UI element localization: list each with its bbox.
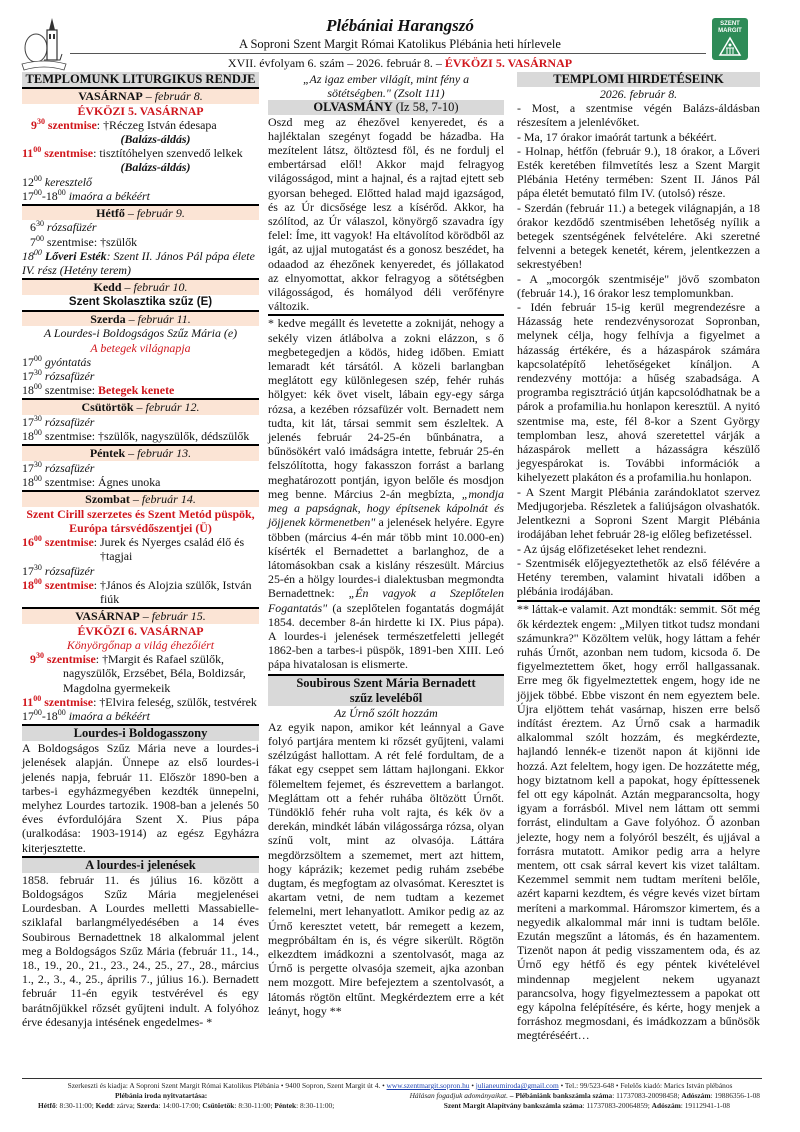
- announcement-item: - Ma, 17 órakor imaórát tartunk a békéért.: [517, 129, 717, 144]
- office-hours-title: Plébánia iroda nyitvatartása:: [115, 1091, 208, 1100]
- mass-entry: $11^{00}$ szentmise: †Elvira feleség, szülők, testvérek: [22, 693, 257, 709]
- mass-entry: $16^{00}$ szentmise: Jurek és Nyerges család élő és †tagjai: [22, 534, 245, 564]
- footer-divider: [22, 1078, 762, 1079]
- event-entry: $6^{30}$ rózsafüzér: [30, 219, 97, 235]
- header-divider: [70, 53, 706, 54]
- reading-text: Oszd meg az éhezővel kenyeredet, és a hajléktalan szegényt fogadd be házadba. Ha mezítelent látsz, öltöztesd föl, és ne fordulj el embertársad elől! Akkor majd felragyog világosságod, mint a hajnal, és a rajtad ejtett seb gyorsan beheged. Előtted halad majd igazságod, és az Úr dicsősége lesz a kísérőd. Akkor, ha szólítod, az Úr válaszol, könyörgő szavadra így felel: Íme, itt vagyok! Ha eltávolítod körödből az igát, az ujjal mutogatást és a gonosz beszédet, ha odaadod az éhezőnek kenyeredet, és jóllakatod az elnyomottat, akkor felragyog a sötétségben világosságod, és homályod déli verőfényre változik.: [268, 114, 504, 314]
- event-entry: $7^{00}$ szentmise: †szülők: [30, 233, 138, 249]
- event-entry: $17^{30}$ rózsafüzér: [22, 459, 95, 475]
- feast-title: A Lourdes-i Boldogságos Szűz Mária (e): [43, 326, 238, 341]
- motto-quote: „Az igaz ember világít, mint fény a sötétségben." (Zsolt 111): [302, 72, 470, 101]
- reading-column: [268, 72, 504, 1018]
- day-header-monday: Hétfő – február 9.: [22, 206, 259, 221]
- day-header-tuesday: Kedd – február 10.: [22, 280, 259, 295]
- letter-text: Az egyik napon, amikor két leánnyal a Gave folyó partjára mentem ki rőzsét gyűjteni, valami szélzúgást hallottam. A rét felé fordultam, de a fákat egy cseppet sem láttam hajlongani. Ekkor fölemeltem fejemet, és észrevettem a barlangot. Megláttam ott a fehér ruhába öltözött Úrnőt. Tündöklő fehér ruha volt rajta, és kék öv a derekán, mindkét lábán világossárga rózsa, olyan színű volt, mint az olvasója. Láttára megdörzsöltem a szememet, mert azt hittem, hogy káprázik; kezemet pedig ruhám zsebébe dugtam, és megfogtam az olvasómat. Keresztet is akartam vetni, de nem tudtam a kezemet felemelni, mert lehanyatlott. Amikor pedig az az Úrnő keresztet vetett, bár remegett a kezem, megpróbáltam én is, és végre sikerült. Rögtön elkezdtem imádkozni a szentolvasót, maga az Úrnő is pergette olvasója szemeit, ajka azonban nem mozgott. Mire befejeztem a szentolvasót, a látomás rögtön eltűnt. Megkérdeztem erre a két leányt, hogy **: [268, 719, 504, 1018]
- liturgy-column: [22, 72, 259, 1029]
- event-entry: $18^{00}$ Lőveri Esték: Szent II. János Pál pápa élete IV. rész (Hetény terem): [22, 247, 255, 278]
- event-entry: $17^{00}-18^{00}$ imaóra a békéért: [22, 187, 150, 203]
- office-hours: Hétfő: 8:30-11:00; Kedd: zárva; Szerda: 14:00-17:00; Csütörtök: 8:30-11:00; Péntek: 8:30-11:00;: [38, 1101, 335, 1110]
- day-header-wednesday: Szerda – február 11.: [22, 312, 259, 327]
- mass-note: (Balázs-áldás): [120, 131, 191, 146]
- event-entry: $17^{00}-18^{00}$ imaóra a békéért: [22, 707, 150, 723]
- footer-row-3: [0, 1101, 800, 1111]
- mass-entry: $18^{00}$ szentmise: †János és Alojzia szülők, István fiúk: [22, 576, 252, 606]
- letter-subtitle: Az Úrnő szólt hozzám: [334, 705, 438, 720]
- footer-publisher-line: Szerkeszti és kiadja: A Soproni Szent Margit Római Katolikus Plébánia • 9400 Sopron, Szent Margit út 4. • www.szentmargit.sopron.hu • julianeumiroda@gmail.com • Tel.: 99/523-648 • Felelős kiadó: Marics István plébános: [67, 1081, 733, 1090]
- reading-title: OLVASMÁNY (Iz 58, 7-10): [268, 100, 504, 114]
- announcements-column: [517, 72, 760, 1043]
- day-header-sunday: VASÁRNAP – február 8.: [22, 89, 259, 104]
- mass-entry: $11^{00}$ szentmise: tisztítóhelyen szenvedő lelkek: [22, 145, 243, 161]
- feast-title: ÉVKÖZI 5. VASÁRNAP: [77, 103, 204, 118]
- event-entry: $17^{30}$ rózsafüzér: [22, 368, 95, 384]
- newsletter-header: [0, 0, 800, 72]
- feast-title: Szent Skolasztika szűz (E): [68, 295, 213, 308]
- footer-row-2: [0, 1091, 800, 1101]
- letter-continued: ** láttak-e valamit. Azt mondták: semmit. Sőt még ők kérdeztek engem: „Milyen titkot tudsz mondani számunkra?" Közöltem velük, hogy láttam a fehér ruhás Úrnőt, azonban nem tudom, kicsoda ő. De figyelmeztettem őket, hogy erről hallgassanak. Erre meg ők figyelmeztettek engem, hogy ide ne jöjjek többé. Ebbe viszont én nem egyeztem bele. Újra eljöttem tehát vasárnap, hiszen erre belső indítást éreztem. Az Úrnő csak a harmadik alkalommal szólt hozzám, és megkérdezte, hajlandó lennék-e tizenöt napon át kijönni ide hozzá. Azt feleltem, hogy igen. De hozzátette még, hogy biztatnom kell a papokat, hogy építtessenek fel ott egy kápolnát. Aztán megparancsolta, hogy igyam a forrásból. Mivel nem láttam ott semmi forrást, elindultam a Gave folyóhoz. Ő azonban jelezte, hogy nem a folyóról beszélt, és ujjával a forrásra mutatott. Amikor pedig arra a helyre mentem, ott csak sárral kevert kis vizet találtam. Kezemmel semmit nem tudtam meríteni belőle, azért kaparni kezdtem, és végre kevés vizet bírtam meríteni a markommal. Háromszor kimertem, és a negyedik alkalommal már inni is tudtam belőle. Ezután megszűnt a látomás, és én hazamentem. Tizenöt napon át pedig visszamentem oda, és az Úrnő egy hétfő és egy péntek kivételével mindennap megjelent nekem ugyanazt parancsolva, hogy figyelmeztessem a papokat ott egy kápolna felépítésére, és kérte, hogy menjek a forráshoz megmosdani, és imádkozzam a bűnösök megtéréséért…: [517, 602, 760, 1043]
- email-link[interactable]: julianeumiroda@gmail.com: [475, 1081, 559, 1090]
- apparitions-text: 1858. február 11. és július 16. között a Boldogságos Szűz Mária megjelenései Lourdesban. A Lourdes melletti Massabielle-sziklafal barlangmélyedésében a 14 éves Soubirous Bernadettnek 18 alkalommal jelent meg a Boldogságos Szűz Mária (február 11., 14., 18., 19., 20., 21., 23., 24., 25., 27., 28., március 1., 2., 3., 4., 25., április 7., július 16.). Bernadett február 11-én egyik testvérével és egy barátnőjükkel rőzsét gyűjteni indult. A folyóhoz érve édesanyja intésének engedelmes- *: [22, 872, 259, 1029]
- event-entry: $17^{30}$ rózsafüzér: [22, 413, 95, 429]
- event-entry: $12^{00}$ keresztelő: [22, 173, 92, 189]
- foundation-bank-line: Szent Margit Alapítvány bankszámla száma: 11737083-20064859; Adószám: 19112941-1-08: [443, 1101, 730, 1110]
- day-header-friday: Péntek – február 13.: [22, 446, 259, 461]
- letter-title: Soubirous Szent Mária Bernadett szűz leveléből: [268, 674, 504, 706]
- lourdes-feast-title: Lourdes-i Boldogasszony: [22, 724, 259, 741]
- mass-note: (Balázs-áldás): [120, 160, 191, 175]
- church-arch-icon: [718, 36, 742, 56]
- issue-feast: ÉVKÖZI 5. VASÁRNAP: [444, 56, 573, 70]
- event-entry: $18^{00}$ szentmise: Ágnes unoka: [22, 474, 161, 490]
- event-entry: $17^{00}$ gyóntatás: [22, 353, 92, 369]
- day-header-next-sunday: VASÁRNAP – február 15.: [22, 609, 259, 624]
- announcement-item: - Az újság előfizetéseket lehet rendezni.: [517, 541, 707, 556]
- liturgy-section-title: TEMPLOMUNK LITURGIKUS RENDJE: [22, 72, 259, 89]
- newsletter-title: Plébániai Harangszó: [326, 16, 474, 35]
- announcement-item: - Holnap, hétfőn (február 9.), 18 órakor, a Lőveri Esték keretében filmvetítés lesz a Szent Margit Plébánia Hetény termében: Szent II. János Pál pápa életét bemutató film IV. (utolsó) része.: [517, 143, 760, 201]
- lourdes-feast-text: A Boldogságos Szűz Mária neve a lourdes-i jelenések alapján. Ünnepe az első lourdes-i jelenés napja, február 11. Először 1890-ben a tarbes-i egyházmegyében kezdték ünnepelni, melyhez Lourdes tartozik. 1908-ban a jelenés 50 éves évfordulójára Szent X. Pius pápa (uralkodása: 1903-1914) az egész Egyházra kiterjesztette.: [22, 741, 259, 855]
- apparitions-continued: * kedve megállt és levetette a zokniját, nehogy a sekély vizen átlábolva a zokni elázzon, s ő megbetegedjen a ködös, hideg időben. Emiatt lemaradt két társától. A közeli barlangban meglátott egy különlegesen szép, fehér ruhás hölgyet: kék övet viselt, lábain egy-egy sárga rózsa, a kezében rózsafüzér volt. Bernadett nem tudta, kit lát, társai semmit sem észleltek. A jelenés február 24-25-én bűnbánatra, a bűnösökért való imádságra intette, február 25-én felszólította, hogy fakasszon forrást a barlang meghatározott pontján, igyon belőle és mosdjon meg benne. Március 2-án megbízta, „mondja meg a papságnak, hogy építsenek kápolnát és jöjjenek körmenetben" a jelenések helyére. Egyre többen (március 4-én már több mint 10.000-en) kísérték el Bernadettet a barlanghoz, de a látomásokban csak a kislány részesült. Március 25-én a hölgy lourdes-i dialektusban megmondta Bernadettnek: „Én vagyok a Szeplőtelen Fogantatás" (a szeplőtelen fogantatás dogmáját 1854. december 8-án hirdette ki IX. Pius pápa). A lourdes-i jelenések természetfeletti jellegét 1862-ben a tarbes-i püspök, 1891-ben XIII. Leó pápa hivatalosan is elismerte.: [268, 316, 504, 672]
- feast-title: Szent Cirill szerzetes és Szent Metód püspök, Európa társvédőszentjei (Ü): [26, 506, 255, 535]
- announcement-item: - Idén február 15-ig kerül megrendezésre a Házasság hete rendezvénysorozat Sopronban, melynek célja, hogy felhívja a figyelmet a házasság értékére, és a házaspárok számára kapcsolatépítő lehetőségeket kínáljon. A rendezvény mottója: a hűség szabadsága. A programba regisztráció útján kapcsolódhatnak be a párok a profamilia.hu honlapon keresztül. A nyitó szentmise ma, este, fél 8-kor a Szent György templomban lesz, ahová szeretettel várják a házaspárok mellett a házasságra készülő jegyespárokat is. További információk a kihelyezett plakáton és a profamilia.hu honlapon.: [517, 300, 760, 485]
- announcement-item: - A Szent Margit Plébánia zarándoklatot szervez Medjugorjeba. Részletek a faliújságon olvashatók. Jelentkezni a Soproni Szent Margit Plébánia irodájában lehet február 28-ig előleg befizetéssel.: [517, 484, 760, 542]
- feast-title: ÉVKÖZI 6. VASÁRNAP: [77, 623, 204, 638]
- announcements-title: TEMPLOMI HIRDETÉSEINK: [517, 72, 760, 87]
- feast-note: A betegek világnapja: [90, 340, 191, 355]
- szent-margit-logo-icon: [712, 18, 748, 60]
- announcement-item: - Szerdán (február 11.) a betegek világnapján, a 18 órakor kezdődő szentmisében lehetőség nyílik a betegek szentségének felvételére. Aki szeretné felvenni a betegek kenetét, kérem, jelentkezzen a sekrestyében!: [517, 200, 760, 272]
- footer: [0, 1081, 800, 1111]
- newsletter-subtitle: A Soproni Szent Margit Római Katolikus Plébánia heti hírlevele: [239, 37, 561, 51]
- day-header-thursday: Csütörtök – február 12.: [22, 400, 259, 415]
- issue-line: [0, 56, 800, 71]
- mass-entry: $9^{30}$ szentmise: †Margit és Rafael szülők, nagyszülők, Erzsébet, Béla, Boldizsár, Magdolna gyermekeik: [30, 651, 246, 695]
- apparitions-title: A lourdes-i jelenések: [22, 856, 259, 873]
- website-link[interactable]: www.szentmargit.sopron.hu: [386, 1081, 470, 1090]
- day-header-saturday: Szombat – február 14.: [22, 492, 259, 507]
- mass-entry: $9^{30}$ szentmise: †Réczeg István édesapa: [31, 116, 217, 132]
- event-entry: $17^{30}$ rózsafüzér: [22, 562, 95, 578]
- footer-bank-line: Hálásan fogadjuk adományaikat. – Plébániánk bankszámla száma: 11737083-20098458; Adószám: 19886356-1-08: [409, 1091, 760, 1100]
- issue-info: XVII. évfolyam 6. szám – 2026. február 8. –: [227, 56, 445, 70]
- logo-text: SZENT MARGIT: [718, 21, 742, 34]
- announcement-item: - A „mocorgók szentmiséje" jövő szombaton (február 14.), 16 órakor lesz templomunkban.: [517, 271, 760, 300]
- announcement-item: - Szentmisék előjegyeztethetők az első félévére a Hetény teremben, valamint hivatali időben a plébánia irodájában.: [517, 555, 760, 599]
- announcements-date: 2026. február 8.: [599, 87, 678, 101]
- feast-note: Könyörgőnap a világ éhezőiért: [66, 637, 215, 652]
- event-entry: $18^{00}$ szentmise: Betegek kenete: [22, 382, 175, 398]
- event-entry: $18^{00}$ szentmise: †szülők, nagyszülők, dédszülők: [22, 428, 250, 444]
- announcement-item: - Most, a szentmise végén Balázs-áldásban részesítem a jelenlévőket.: [517, 101, 760, 130]
